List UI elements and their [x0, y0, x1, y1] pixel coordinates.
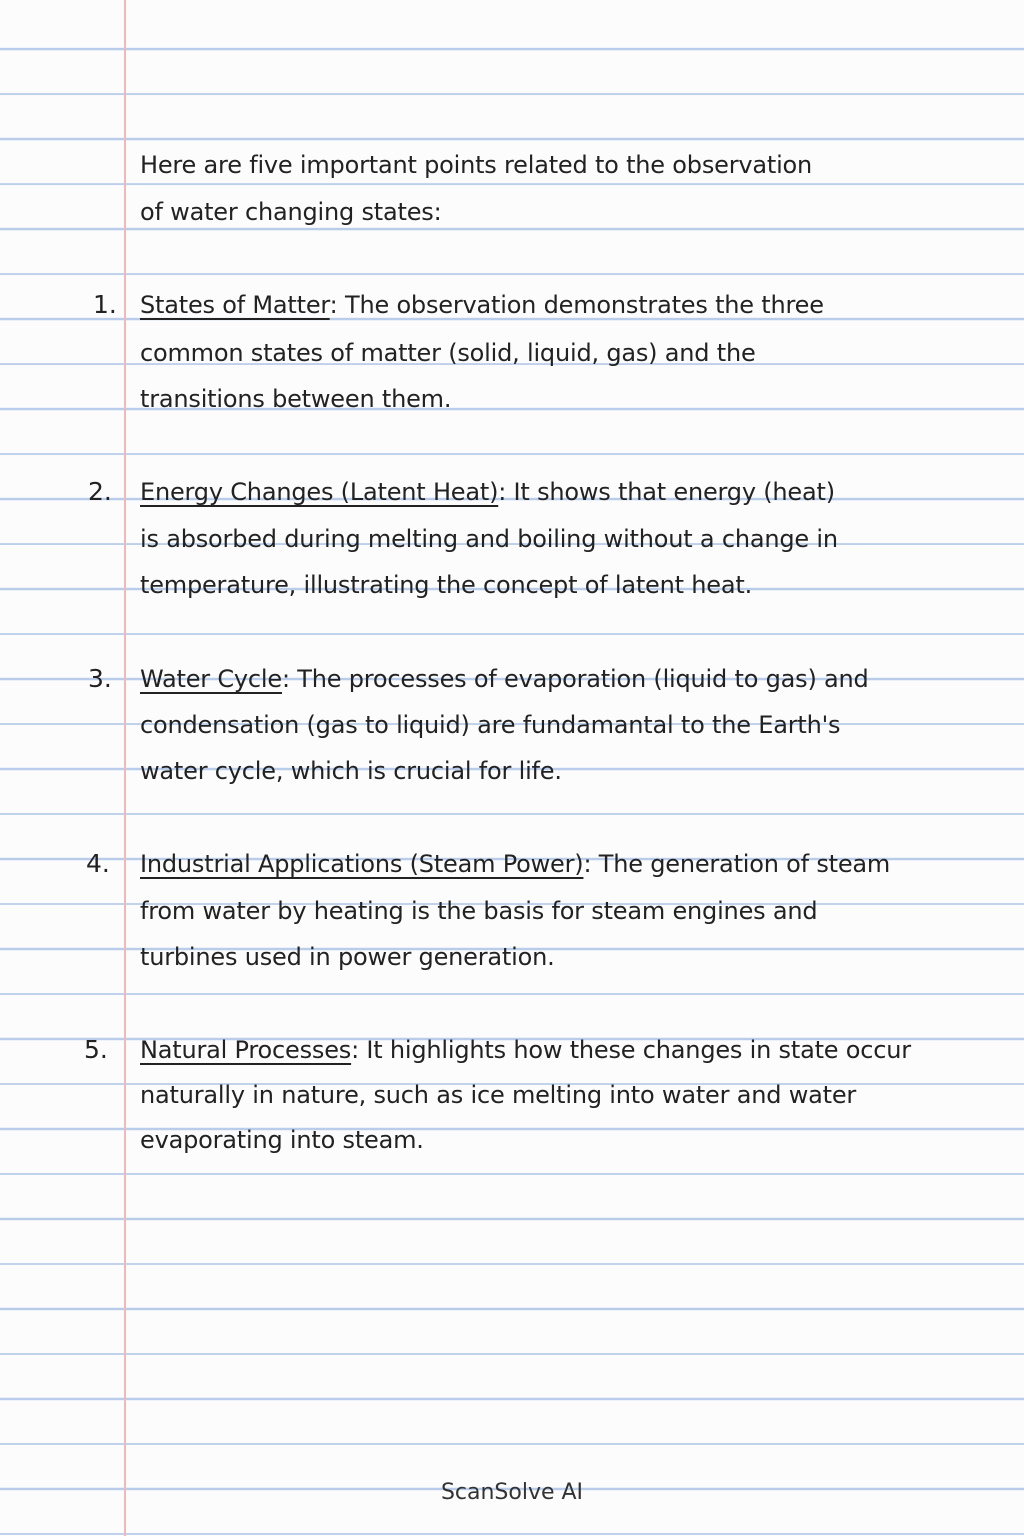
- footer-brand: ScanSolve AI: [440, 1480, 584, 1505]
- point-1-title: States of Matter: [140, 291, 330, 319]
- point-3-line-3: water cycle, which is crucial for life.: [140, 757, 562, 785]
- point-1-line-2: common states of matter (solid, liquid, gas) and the: [140, 339, 756, 367]
- point-3-line-1-text: : The processes of evaporation (liquid to gas) and: [281, 665, 869, 693]
- point-1-line-3: transitions between them.: [140, 385, 452, 413]
- point-4-line-1: [140, 849, 890, 879]
- point-5-line-1-text: : It highlights how these changes in state occur: [351, 1036, 911, 1064]
- point-3-title: Water Cycle: [140, 665, 282, 693]
- point-5-line-1: [140, 1035, 911, 1065]
- point-4-title: Industrial Applications (Steam Power): [140, 850, 584, 878]
- point-2-title: Energy Changes (Latent Heat): [140, 478, 499, 506]
- intro-line-1: Here are five important points related to the observation: [140, 151, 813, 179]
- point-2-line-2: is absorbed during melting and boiling without a change in: [140, 525, 838, 553]
- point-3-line-2: condensation (gas to liquid) are fundamantal to the Earth's: [140, 711, 841, 739]
- point-5-number: 5.: [84, 1035, 108, 1064]
- point-2-line-1-text: : It shows that energy (heat): [498, 478, 835, 506]
- point-5-line-3: evaporating into steam.: [140, 1126, 424, 1154]
- intro-line-2: of water changing states:: [140, 198, 442, 226]
- point-1-line-1-text: : The observation demonstrates the three: [329, 291, 824, 319]
- point-4-line-1-text: : The generation of steam: [583, 850, 891, 878]
- point-2-line-3: temperature, illustrating the concept of latent heat.: [140, 571, 752, 599]
- point-1-number: 1.: [93, 290, 117, 319]
- point-4-line-2: from water by heating is the basis for steam engines and: [140, 897, 818, 925]
- point-5-line-2: naturally in nature, such as ice melting into water and water: [140, 1081, 857, 1109]
- point-3-number: 3.: [88, 664, 112, 693]
- point-3-line-1: [140, 664, 869, 694]
- red-margin-line: [124, 0, 126, 1536]
- point-4-line-3: turbines used in power generation.: [140, 943, 555, 971]
- point-5-title: Natural Processes: [140, 1036, 352, 1064]
- point-1-line-1: [140, 290, 824, 320]
- point-2-line-1: [140, 477, 835, 507]
- point-4-number: 4.: [86, 849, 110, 878]
- point-2-number: 2.: [88, 477, 112, 506]
